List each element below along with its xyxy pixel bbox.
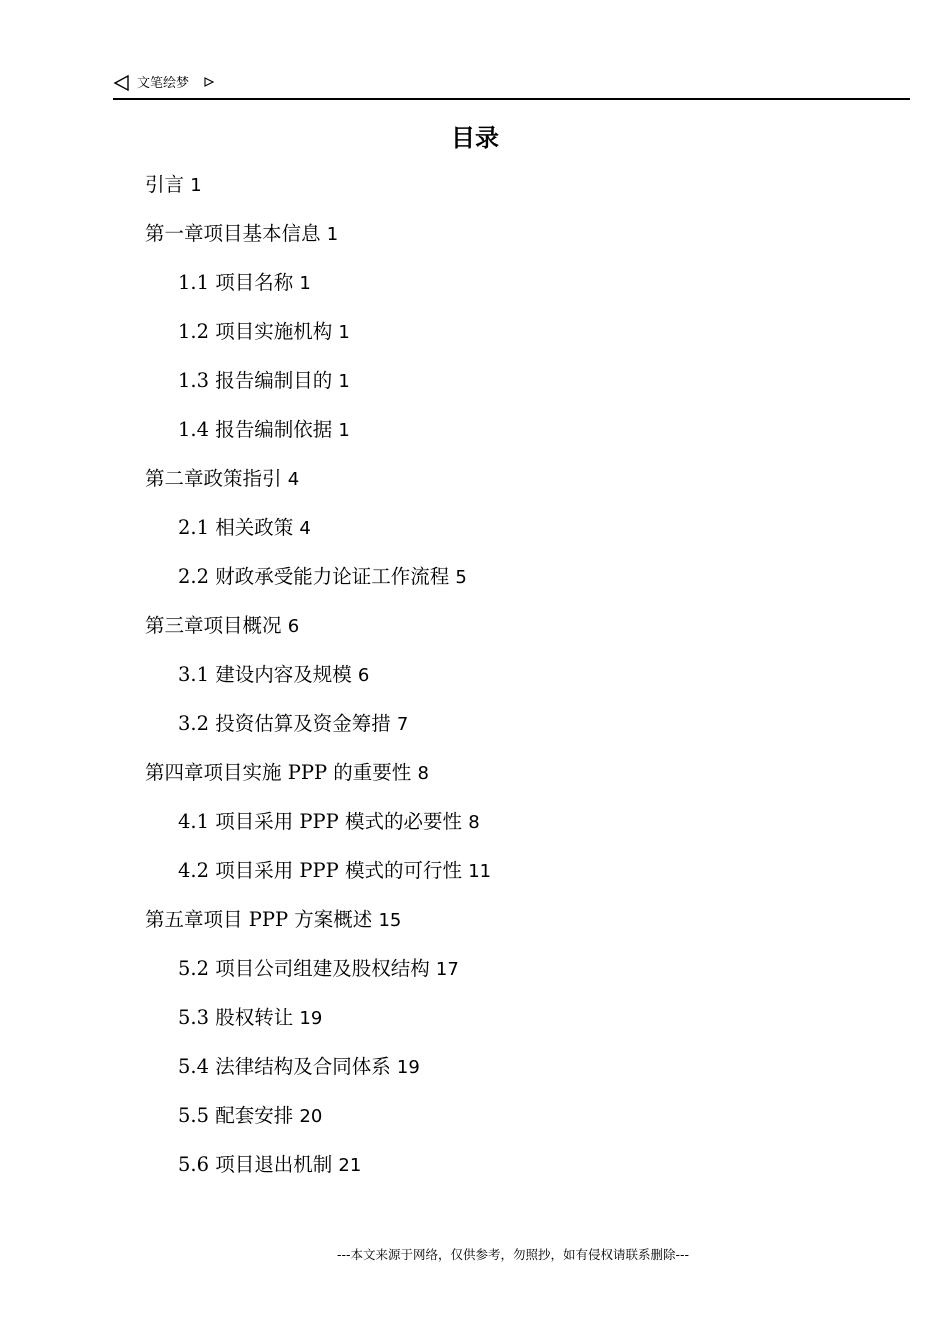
header-title: 文笔绘梦 — [137, 76, 190, 91]
toc-entry[interactable] — [178, 270, 311, 297]
toc-entry-label: 3.1 建设内容及规模 — [178, 663, 352, 686]
toc-entry-page: 7 — [396, 714, 409, 735]
toc-entry-page: 8 — [468, 812, 480, 833]
toc-entry-page: 4 — [299, 518, 311, 539]
toc-entry-label: 4.1 项目采用 PPP 模式的必要性 — [178, 810, 462, 833]
toc-entry-page: 15 — [378, 910, 402, 931]
toc-entry[interactable] — [145, 760, 429, 787]
toc-entry[interactable] — [145, 907, 401, 934]
toc-entry-page: 19 — [299, 1008, 323, 1029]
toc-entry-page: 19 — [396, 1057, 420, 1078]
toc-entry-page: 1 — [326, 224, 339, 245]
toc-entry-label: 5.3 股权转让 — [178, 1006, 294, 1029]
toc-entry[interactable] — [145, 466, 299, 493]
toc-entry-page: 1 — [299, 273, 311, 294]
toc-entry-label: 第一章项目基本信息 — [145, 222, 321, 245]
toc-entry[interactable] — [145, 613, 299, 640]
toc-entry-page: 21 — [338, 1155, 362, 1176]
toc-entry[interactable] — [178, 368, 350, 395]
toc-entry-label: 4.2 项目采用 PPP 模式的可行性 — [178, 859, 462, 882]
toc-entry[interactable] — [178, 417, 350, 444]
toc-entry[interactable] — [178, 1054, 420, 1081]
toc-entry-page: 1 — [338, 371, 350, 392]
toc-entry-page: 8 — [417, 763, 429, 784]
toc-entry-page: 1 — [190, 175, 202, 196]
toc-entry-label: 5.2 项目公司组建及股权结构 — [178, 957, 430, 980]
toc-entry-label: 3.2 投资估算及资金筹措 — [178, 712, 391, 735]
toc-entry-label: 1.4 报告编制依据 — [178, 418, 333, 441]
toc-entry[interactable] — [178, 956, 459, 983]
toc-entry[interactable] — [178, 711, 408, 738]
toc-entry-label: 5.5 配套安排 — [178, 1104, 294, 1127]
toc-entry[interactable] — [178, 1005, 322, 1032]
toc-entry-page: 20 — [299, 1106, 323, 1127]
toc-entry-label: 2.1 相关政策 — [178, 516, 294, 539]
toc-entry[interactable] — [178, 662, 369, 689]
toc-entry-label: 引言 — [145, 173, 185, 196]
page-footer: ---本文来源于网络，仅供参考，勿照抄，如有侵权请联系删除--- — [336, 1247, 690, 1262]
toc-entry[interactable] — [178, 858, 491, 885]
toc-entry-label: 1.2 项目实施机构 — [178, 320, 333, 343]
toc-entry-label: 第二章政策指引 — [145, 467, 282, 490]
toc-entry[interactable] — [178, 319, 350, 346]
toc-title: 目录 — [451, 124, 499, 152]
toc-entry-page: 11 — [468, 861, 492, 882]
toc-entry-label: 1.3 报告编制目的 — [178, 369, 333, 392]
toc-entry-page: 1 — [338, 420, 350, 441]
toc-entry[interactable] — [178, 809, 480, 836]
toc-entry-page: 6 — [287, 616, 300, 637]
toc-entry-page: 5 — [455, 567, 467, 588]
toc-entry[interactable] — [178, 515, 311, 542]
toc-entry-page: 6 — [357, 665, 370, 686]
toc-entry-page: 1 — [338, 322, 350, 343]
toc-entry-label: 2.2 财政承受能力论证工作流程 — [178, 565, 450, 588]
toc-entry-label: 1.1 项目名称 — [178, 271, 294, 294]
toc-entry[interactable] — [178, 1103, 322, 1130]
toc-entry-label: 5.6 项目退出机制 — [178, 1153, 333, 1176]
toc-entry-page: 4 — [287, 469, 300, 490]
toc-entry-label: 5.4 法律结构及合同体系 — [178, 1055, 391, 1078]
toc-entry-page: 17 — [435, 959, 459, 980]
toc-entry-label: 第三章项目概况 — [145, 614, 282, 637]
toc-entry[interactable] — [178, 1152, 361, 1179]
toc-entry[interactable] — [145, 221, 338, 248]
toc-entry-label: 第五章项目 PPP 方案概述 — [145, 908, 373, 931]
toc-entry[interactable] — [145, 172, 202, 199]
toc-entry-label: 第四章项目实施 PPP 的重要性 — [145, 761, 412, 784]
toc-entry[interactable] — [178, 564, 467, 591]
